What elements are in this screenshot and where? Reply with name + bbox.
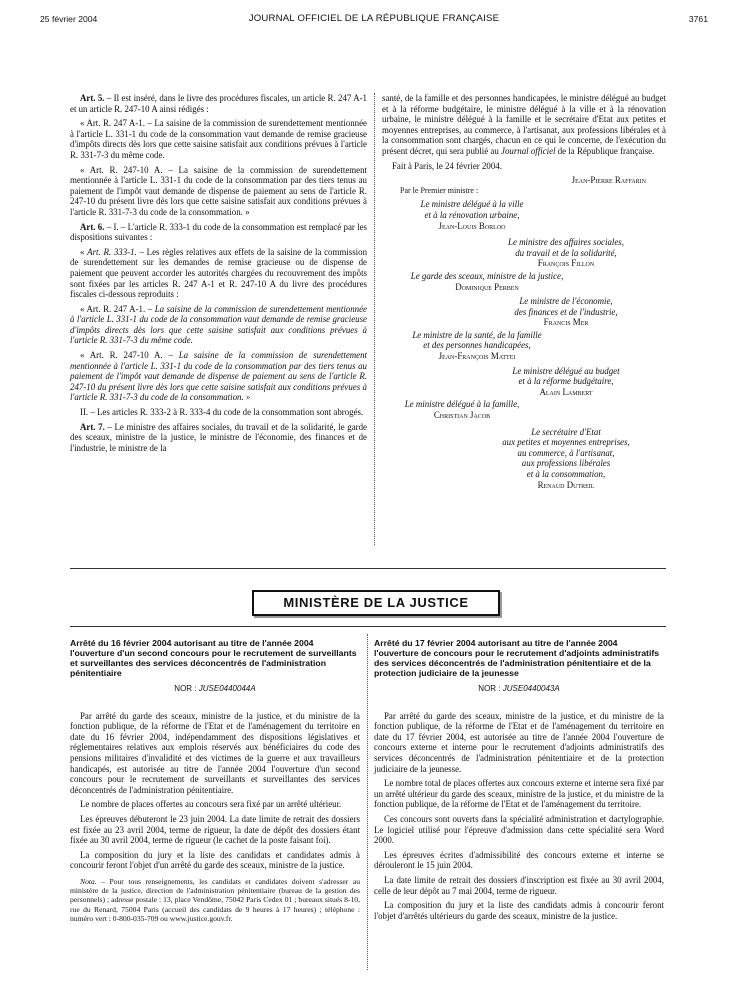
article-6-para-2: « Art. R. 247 A-1. – La saisine de la commission de surendettement mentionnée à l'article L. 331-1 du code de la consommation vaut demande de remise gracieuse d'impôts directs dès lors que cette saisine satisfait aux conditions prévues à l'article R. 331-7-3 du même code.	[70, 303, 367, 346]
arrete-2-para-6: La composition du jury et la liste des candidats admis à concourir feront l'objet d'arrêtés ultérieurs du garde des sceaux, ministre de la justice.	[374, 900, 664, 921]
article-5: Art. 5. – Il est inséré, dans le livre des procédures fiscales, un article R. 247 A-1 et un article R. 247-10 A ainsi rédigés :	[70, 93, 367, 114]
signature-borloo: Le ministre délégué à la ville et à la rénovation urbaine, Jean-Louis Borloo	[420, 199, 524, 231]
arrete-2-title: Arrêté du 17 février 2004 autorisant au titre de l'année 2004 l'ouverture de concours pour le recrutement d'adjoints administratifs des services déconcentrés de l'administration pénitentiaire et de la protection judiciaire de la jeunesse	[374, 638, 660, 678]
signature-fillon: Le ministre des affaires sociales, du travail et de la solidarité, François Fillon	[508, 237, 624, 269]
section-rule-top	[70, 568, 666, 569]
arrete-1-title: Arrêté du 16 février 2004 autorisant au titre de l'année 2004 l'ouverture d'un second concours pour le recrutement de surveillants et surveillantes des services déconcentrés de l'administration pénitentiaire	[70, 638, 357, 678]
arrete-1-note: Nota. – Pour tous renseignements, les candidats et candidates doivent s'adresser au ministère de la justice, direction de l'administration pénitentiaire (bureau de la gestion des personnels) ; adresse postale : 13, place Vendôme, 75042 Paris Cedex 01 ; bureaux situés 8-10, rue du Renard, 75004 Paris (accueil des candidats de 9 heures à 17 heures) ; téléphone : numéro vert : 0-800-035-709 ou www.justice.gouv.fr.	[70, 876, 360, 923]
issue-date: 25 février 2004	[40, 14, 98, 24]
article-6-para-3: « Art. R. 247-10 A. – La saisine de la commission de surendettement mentionnée à l'article L. 331-1 du code de la consommation par des tiers tenus au paiement de l'impôt vaut demande de dispense de paiement au sens de l'article R. 247-10 du présent livre dès lors que cette saisine satisfait aux conditions prévues à l'article R. 331-7-3 du code de la consommation. »	[70, 350, 368, 403]
article-6: Art. 6. – I. – L'article R. 333-1 du code de la consommation est remplacé par les dispositions suivantes :	[70, 221, 367, 243]
column-divider-top	[374, 93, 375, 545]
arrete-1-para-4: La composition du jury et la liste des candidats et candidates admis à concourir feront l'objet d'un arrêté du garde des sceaux, ministre de la justice.	[70, 849, 360, 871]
column-divider-bottom	[367, 634, 368, 970]
arrete-1-para-3: Les épreuves débuteront le 23 juin 2004. La date limite de retrait des dossiers est fixée au 23 avril 2004, terme de rigueur, la date de dépôt des dossiers étant fixée au 30 avril 2004, terme de rigueur (le cachet de la poste faisant foi).	[70, 813, 360, 846]
done-at: Fait à Paris, le 24 février 2004.	[392, 160, 502, 171]
signature-mer: Le ministre de l'économie, des finances et de l'industrie, Francis Mer	[514, 296, 618, 328]
execution-clause: santé, de la famille et des personnes handicapées, le ministre délégué au budget et à la réforme budgétaire, le ministre délégué à la ville et à la rénovation urbaine, le ministre délégué à la famille et le secrétaire d'Etat aux petites et moyennes entreprises, au commerce, à l'artisanat, aux professions libérales et à la consommation sont chargés, chacun en ce qui le concerne, de l'exécution du présent décret, qui sera publié au Journal officiel de la République française.	[382, 93, 666, 156]
decree-column-right	[382, 93, 666, 490]
article-6-para-4: II. – Les articles R. 333-2 à R. 333-4 du code de la consommation sont abrogés.	[80, 407, 364, 418]
signature-lambert: Le ministre délégué au budget et à la réforme budgétaire, Alain Lambert	[512, 365, 620, 397]
signature-mattei: Le ministre de la santé, de la famille et des personnes handicapées, Jean-François Mattei	[412, 329, 542, 362]
journal-title: JOURNAL OFFICIEL DE LA RÉPUBLIQUE FRANÇAISE	[248, 13, 500, 24]
arrete-2-para-4: Les épreuves écrites d'admissibilité des concours externe et interne se dérouleront le 15 juin 2004.	[374, 849, 664, 871]
signature-dutreil: Le secrétaire d'Etat aux petites et moyennes entreprises, au commerce, à l'artisanat, aux professions libérales et à la consommation, Renaud Dutreil	[502, 426, 630, 490]
arrete-2-nor: NOR : JUSE0440043A	[478, 684, 560, 693]
ministry-heading: MINISTÈRE DE LA JUSTICE	[252, 590, 500, 616]
decree-column-left	[70, 93, 367, 457]
arrete-1-para-2: Le nombre de places offertes au concours sera fixé par un arrêté ultérieur.	[80, 799, 342, 810]
article-5-para-1: « Art. R. 247 A-1. – La saisine de la commission de surendettement mentionnée à l'article L. 331-1 du code de la consommation vaut demande de remise gracieuse d'impôts directs dès lors que cette saisine satisfait aux conditions prévues à l'article R. 331-7-3 du même code.	[70, 118, 367, 160]
arrete-2-para-3: Ces concours sont ouverts dans la spécialité administration et dactylographie. Le logiciel utilisé pour l'épreuve d'admission dans cette spécialité sera Word 2000.	[374, 813, 664, 846]
signature-jacob: Le ministre délégué à la famille, Christian Jacob	[404, 399, 520, 421]
section-rule-bottom	[70, 626, 666, 627]
article-7: Art. 7. – Le ministre des affaires sociales, du travail et de la solidarité, le garde des sceaux, ministre de la justice, le ministre de l'économie, des finances et de l'industrie, le ministre de la	[70, 421, 367, 453]
arrete-17-fevrier	[374, 638, 664, 925]
by-prime-minister: Par le Premier ministre :	[400, 185, 479, 195]
page-header	[40, 14, 708, 28]
page-number: 3761	[688, 14, 708, 24]
arrete-2-para-5: La date limite de retrait des dossiers d'inscription est fixée au 30 avril 2004, celle de leur dépôt au 7 mai 2004, terme de rigueur.	[374, 874, 664, 896]
arrete-2-para-2: Le nombre total de places offertes aux concours externe et interne sera fixé par un arrêté ultérieur du garde des sceaux, ministre de la justice, et du ministre de la fonction publique, de la réforme de l'Etat et de l'aménagement du territoire.	[374, 778, 665, 810]
article-6-para-1: « Art. R. 333-1. – Les règles relatives aux effets de la saisine de la commission de surendettement sur les demandes de remise gracieuse ou de dispense de paiement que peuvent accorder les autorités chargées du recouvrement des impôts sont fixées par les articles R. 247 A-1 et R. 247-10 A du livre des procédures fiscales ci-dessous reproduits :	[70, 246, 368, 300]
signature-pm: Jean-Pierre Raffarin	[571, 175, 646, 186]
arrete-1-para-1: Par arrêté du garde des sceaux, ministre de la justice, et du ministre de la fonction publique, de la réforme de l'Etat et de l'aménagement du territoire en date du 16 février 2004, indépendamment des dispositions législatives et réglementaires relatives aux emplois réservés aux bénéficiaires du code des pensions militaires d'invalidité et des victimes de la guerre et aux travailleurs handicapés, est autorisée au titre de l'année 2004 l'ouverture d'un second concours pour le recrutement de surveillants et surveillantes des services déconcentrés de l'administration pénitentiaire.	[70, 710, 360, 795]
arrete-16-fevrier	[70, 638, 360, 927]
article-5-para-2: « Art. R. 247-10 A. – La saisine de la commission de surendettement mentionnée à l'article L. 331-1 du code de la consommation par des tiers tenus au paiement de l'impôt vaut demande de dispense de paiement au sens de l'article R. 247-10 du présent livre dès lors que cette saisine satisfait aux conditions prévues à l'article R. 331-7-3 du code de la consommation. »	[70, 164, 367, 217]
arrete-2-para-1: Par arrêté du garde des sceaux, ministre de la justice, et du ministre de la fonction publique, de la réforme de l'Etat et de l'aménagement du territoire en date du 17 février 2004, est autorisée au titre de l'année 2004 l'ouverture de concours externe et interne pour le recrutement d'adjoints administratifs des services déconcentrés de l'administration pénitentiaire et de la protection judiciaire de la jeunesse.	[374, 710, 664, 774]
signature-perben: Le garde des sceaux, ministre de la justice, Dominique Perben	[410, 270, 564, 292]
arrete-1-nor: NOR : JUSE0440044A	[174, 684, 256, 693]
